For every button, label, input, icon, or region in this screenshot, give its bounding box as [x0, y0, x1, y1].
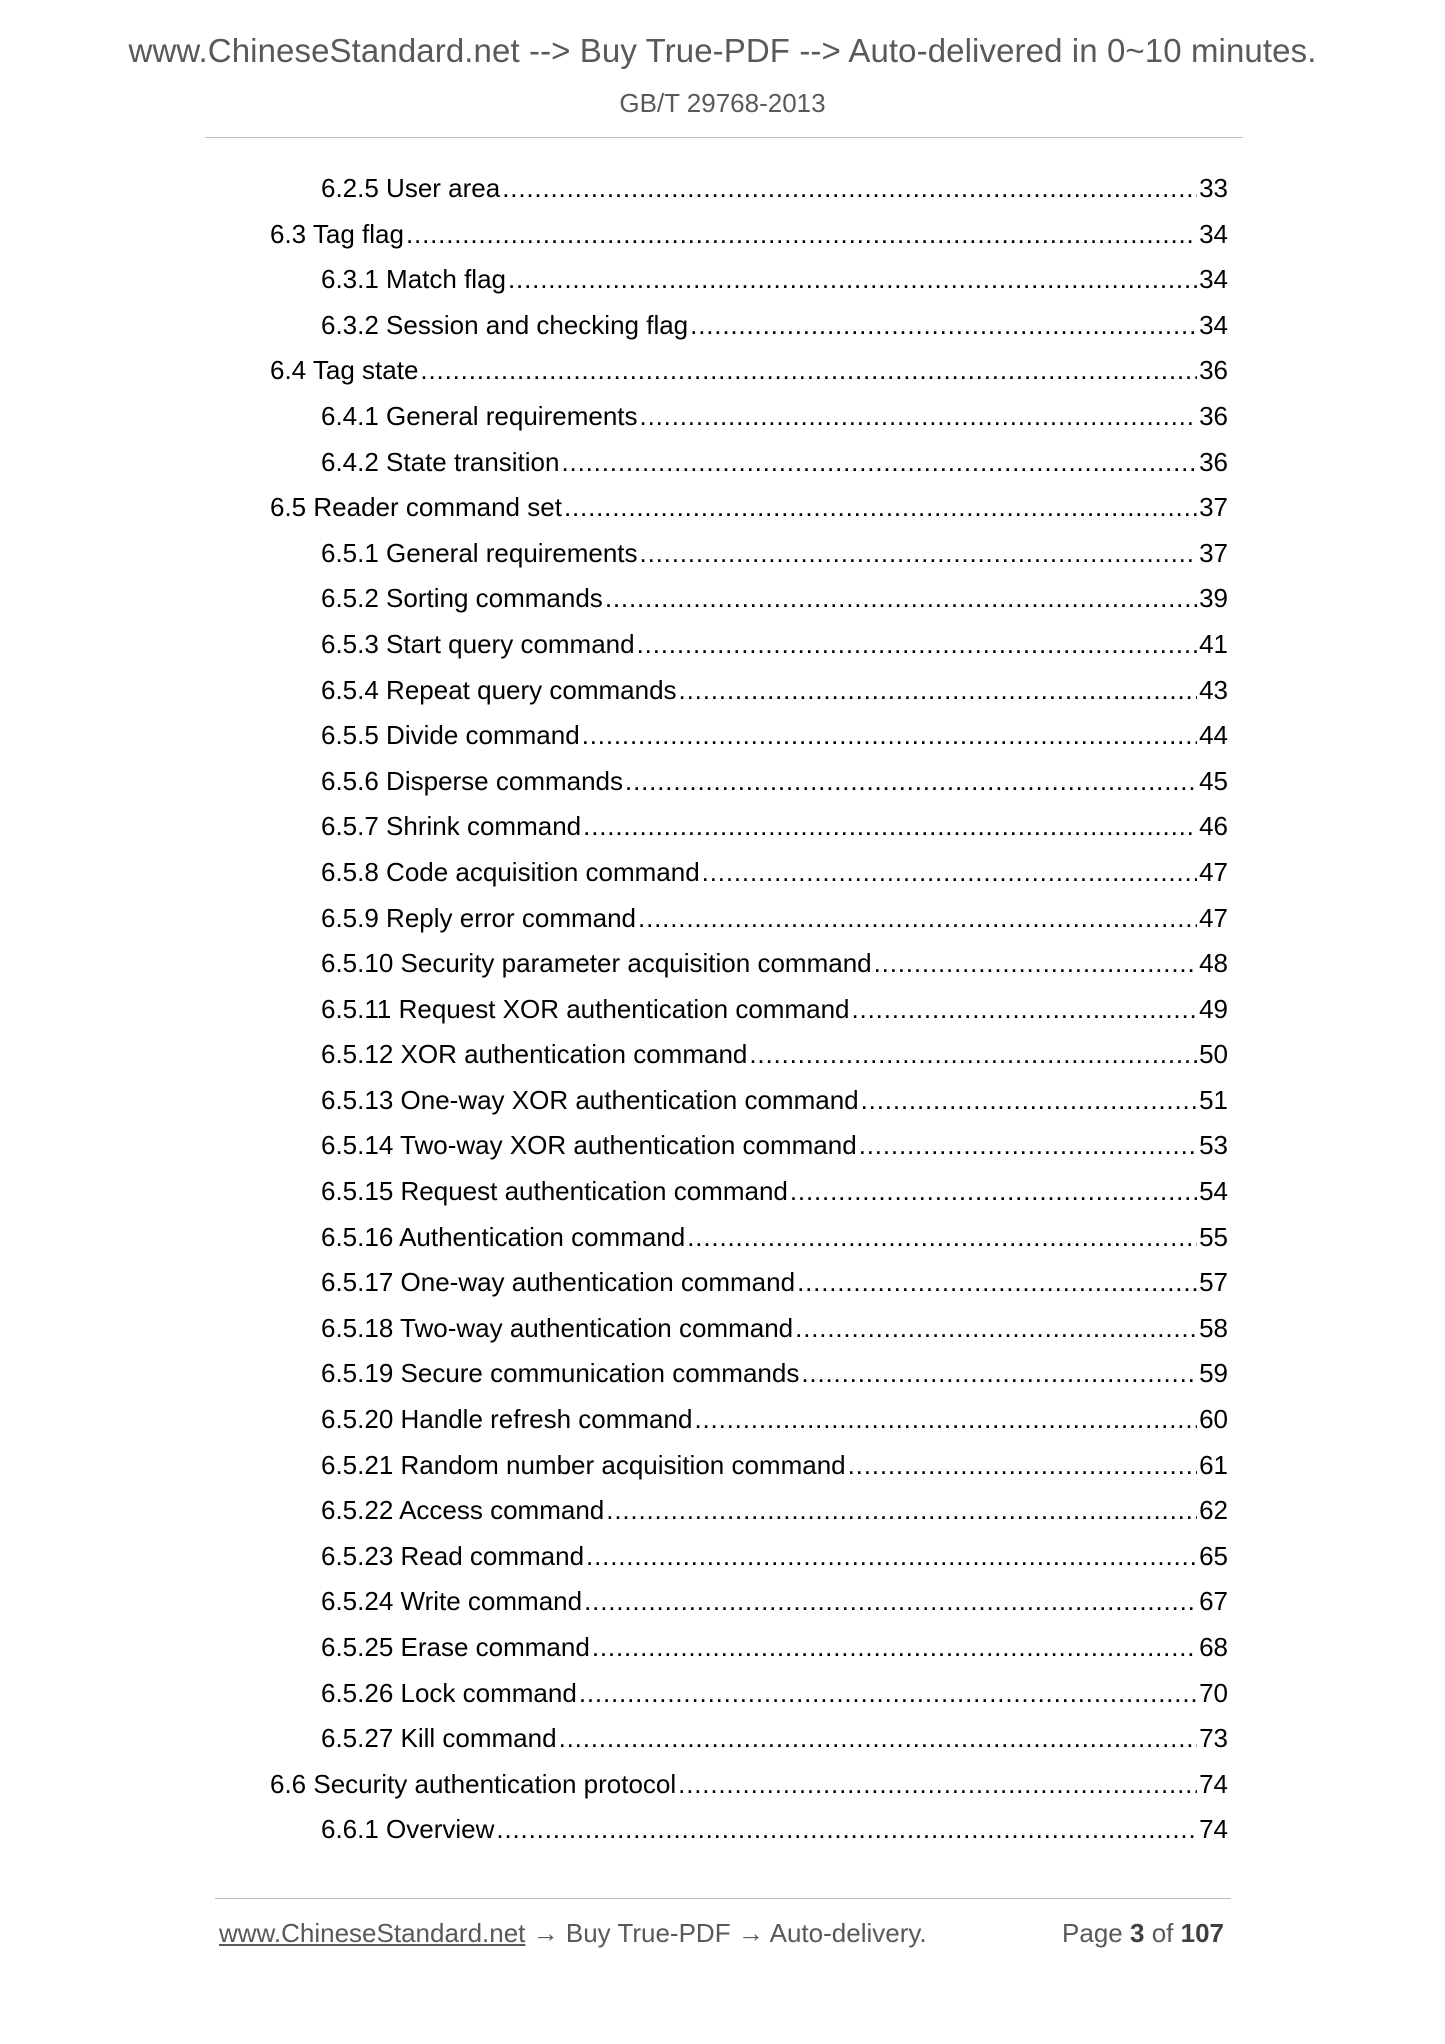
toc-entry[interactable] — [270, 1169, 1228, 1215]
toc-entry-page: 73 — [1199, 1723, 1228, 1754]
toc-entry[interactable] — [270, 896, 1228, 942]
toc-dot-leader — [496, 1807, 1197, 1853]
toc-entry-title: 6.3.2 Session and checking flag — [321, 309, 689, 340]
toc-entry-title: 6.5.3 Start query command — [321, 628, 635, 659]
toc-dot-leader — [606, 1488, 1197, 1534]
toc-entry-page: 47 — [1199, 902, 1228, 933]
toc-dot-leader — [874, 941, 1197, 987]
page-label: Page — [1062, 1918, 1123, 1948]
toc-entry-page: 50 — [1199, 1039, 1228, 1070]
header-divider — [205, 137, 1243, 138]
toc-entry[interactable] — [270, 394, 1228, 440]
toc-entry-page: 36 — [1199, 446, 1228, 477]
toc-entry-page: 65 — [1199, 1540, 1228, 1571]
toc-entry-title: 6.5.12 XOR authentication command — [321, 1039, 748, 1070]
toc-entry-title: 6.5.17 One-way authentication command — [321, 1267, 796, 1298]
toc-dot-leader — [690, 303, 1197, 349]
toc-entry-page: 49 — [1199, 993, 1228, 1024]
toc-entry-page: 53 — [1199, 1130, 1228, 1161]
toc-dot-leader — [861, 1078, 1197, 1124]
toc-entry[interactable] — [270, 1534, 1228, 1580]
toc-entry-title: 6.6.1 Overview — [321, 1814, 495, 1845]
toc-entry-page: 36 — [1199, 400, 1228, 431]
toc-entry[interactable] — [270, 713, 1228, 759]
toc-entry[interactable] — [270, 212, 1228, 258]
toc-entry-title: 6.5.24 Write command — [321, 1586, 583, 1617]
toc-dot-leader — [694, 1397, 1197, 1443]
toc-entry[interactable] — [270, 440, 1228, 486]
toc-entry[interactable] — [270, 1625, 1228, 1671]
toc-entry-title: 6.5.7 Shrink command — [321, 811, 582, 842]
toc-entry[interactable] — [270, 1032, 1228, 1078]
toc-entry[interactable] — [270, 1488, 1228, 1534]
toc-entry-title: 6.5.2 Sorting commands — [321, 583, 603, 614]
toc-entry-page: 54 — [1199, 1176, 1228, 1207]
toc-entry-page: 61 — [1199, 1449, 1228, 1480]
toc-entry[interactable] — [270, 1123, 1228, 1169]
toc-dot-leader — [702, 850, 1197, 896]
toc-entry-title: 6.5.18 Two-way authentication command — [321, 1312, 794, 1343]
toc-dot-leader — [592, 1625, 1197, 1671]
toc-entry-title: 6.3 Tag flag — [270, 218, 404, 249]
table-of-contents — [270, 166, 1228, 1853]
toc-dot-leader — [797, 1260, 1197, 1306]
toc-entry-page: 34 — [1199, 218, 1228, 249]
toc-entry-page: 45 — [1199, 765, 1228, 796]
footer-site-link[interactable]: www.ChineseStandard.net — [219, 1918, 526, 1948]
toc-entry[interactable] — [270, 1579, 1228, 1625]
toc-entry-title: 6.3.1 Match flag — [321, 264, 506, 295]
toc-entry[interactable] — [270, 941, 1228, 987]
toc-dot-leader — [584, 1579, 1197, 1625]
toc-entry-title: 6.5.10 Security parameter acquisition command — [321, 948, 872, 979]
toc-dot-leader — [582, 713, 1197, 759]
toc-dot-leader — [420, 348, 1197, 394]
toc-entry-title: 6.5.27 Kill command — [321, 1723, 557, 1754]
toc-entry-title: 6.5.19 Secure communication commands — [321, 1358, 800, 1389]
toc-entry[interactable] — [270, 348, 1228, 394]
toc-entry-title: 6.5 Reader command set — [270, 492, 562, 523]
footer-divider — [215, 1898, 1231, 1899]
footer-arrow-icon: → — [737, 1918, 764, 1948]
toc-entry-title: 6.2.5 User area — [321, 173, 501, 203]
toc-entry[interactable] — [270, 622, 1228, 668]
toc-entry-page: 34 — [1199, 309, 1228, 340]
toc-entry-title: 6.4.2 State transition — [321, 446, 560, 477]
toc-entry-page: 47 — [1199, 856, 1228, 887]
page-of: of — [1151, 1918, 1174, 1948]
toc-entry-title: 6.5.15 Request authentication command — [321, 1176, 788, 1207]
toc-entry[interactable] — [270, 1306, 1228, 1352]
toc-entry-page: 51 — [1199, 1084, 1228, 1115]
toc-dot-leader — [687, 1215, 1197, 1261]
page-footer — [219, 1918, 1229, 1954]
page-current: 3 — [1129, 1918, 1145, 1948]
toc-dot-leader — [848, 1443, 1197, 1489]
toc-entry-title: 6.6 Security authentication protocol — [270, 1768, 677, 1799]
toc-entry[interactable] — [270, 303, 1228, 349]
toc-entry[interactable] — [270, 485, 1228, 531]
toc-entry-page: 33 — [1199, 173, 1228, 203]
toc-dot-leader — [790, 1169, 1197, 1215]
toc-entry-page: 39 — [1199, 583, 1228, 614]
toc-entry[interactable] — [270, 576, 1228, 622]
toc-entry-title: 6.5.14 Two-way XOR authentication command — [321, 1130, 857, 1161]
toc-dot-leader — [801, 1351, 1197, 1397]
toc-entry[interactable] — [270, 1671, 1228, 1717]
toc-entry-page: 59 — [1199, 1358, 1228, 1389]
toc-dot-leader — [749, 1032, 1197, 1078]
toc-entry-title: 6.5.5 Divide command — [321, 720, 580, 751]
toc-dot-leader — [559, 1716, 1198, 1762]
toc-entry[interactable] — [270, 1807, 1228, 1853]
toc-entry-page: 68 — [1199, 1632, 1228, 1662]
toc-entry-title: 6.5.16 Authentication command — [321, 1221, 686, 1252]
toc-entry[interactable] — [270, 804, 1228, 850]
toc-entry-page: 37 — [1199, 492, 1228, 523]
toc-entry[interactable] — [270, 1443, 1228, 1489]
toc-dot-leader — [564, 485, 1197, 531]
toc-entry-page: 62 — [1199, 1495, 1228, 1526]
toc-entry-title: 6.4 Tag state — [270, 355, 419, 386]
toc-entry-page: 67 — [1199, 1586, 1228, 1617]
toc-dot-leader — [502, 166, 1197, 212]
toc-entry[interactable] — [270, 257, 1228, 303]
toc-dot-leader — [406, 212, 1197, 258]
toc-dot-leader — [638, 896, 1197, 942]
toc-entry-title: 6.4.1 General requirements — [321, 400, 638, 431]
toc-entry-title: 6.5.21 Random number acquisition command — [321, 1449, 846, 1480]
toc-entry-page: 74 — [1199, 1814, 1228, 1845]
toc-entry-title: 6.5.23 Read command — [321, 1540, 585, 1571]
toc-entry-page: 36 — [1199, 355, 1228, 386]
toc-entry[interactable] — [270, 531, 1228, 577]
toc-entry[interactable] — [270, 850, 1228, 896]
toc-entry-title: 6.5.20 Handle refresh command — [321, 1404, 693, 1435]
footer-arrow-icon: → — [532, 1918, 559, 1948]
toc-entry-title: 6.5.26 Lock command — [321, 1677, 577, 1708]
toc-entry-page: 37 — [1199, 537, 1228, 568]
toc-entry-title: 6.5.8 Code acquisition command — [321, 856, 700, 887]
toc-entry[interactable] — [270, 987, 1228, 1033]
standard-code: GB/T 29768-2013 — [619, 88, 826, 118]
toc-entry[interactable] — [270, 1078, 1228, 1124]
toc-entry-title: 6.5.1 General requirements — [321, 537, 638, 568]
toc-entry-page: 48 — [1199, 948, 1228, 979]
toc-dot-leader — [625, 759, 1197, 805]
toc-entry-page: 55 — [1199, 1221, 1228, 1252]
toc-entry[interactable] — [270, 1397, 1228, 1443]
toc-dot-leader — [795, 1306, 1197, 1352]
toc-dot-leader — [640, 531, 1198, 577]
toc-entry-page: 70 — [1199, 1677, 1228, 1708]
toc-entry-page: 74 — [1199, 1768, 1228, 1799]
toc-entry[interactable] — [270, 1351, 1228, 1397]
toc-entry-title: 6.5.22 Access command — [321, 1495, 605, 1526]
toc-entry[interactable] — [270, 1762, 1228, 1808]
page-total: 107 — [1180, 1918, 1224, 1948]
footer-links — [219, 1918, 927, 1949]
toc-entry-page: 34 — [1199, 264, 1228, 295]
toc-entry-page: 44 — [1199, 720, 1228, 751]
toc-entry[interactable] — [270, 1260, 1228, 1306]
toc-entry-page: 57 — [1199, 1267, 1228, 1298]
toc-dot-leader — [586, 1534, 1197, 1580]
toc-entry-page: 43 — [1199, 674, 1228, 705]
toc-entry-page: 41 — [1199, 628, 1228, 659]
toc-dot-leader — [508, 257, 1197, 303]
toc-dot-leader — [561, 440, 1197, 486]
toc-entry[interactable] — [270, 668, 1228, 714]
toc-entry-title: 6.5.9 Reply error command — [321, 902, 637, 933]
footer-delivery-text: Auto-delivery. — [769, 1918, 927, 1948]
toc-dot-leader — [637, 622, 1197, 668]
footer-buy-text: Buy True-PDF — [565, 1918, 731, 1948]
header-banner: www.ChineseStandard.net --> Buy True-PDF --> Auto-delivered in 0~10 minutes. — [128, 32, 1317, 69]
toc-dot-leader — [859, 1123, 1197, 1169]
toc-dot-leader — [605, 576, 1197, 622]
toc-dot-leader — [640, 394, 1198, 440]
toc-entry[interactable] — [270, 759, 1228, 805]
toc-entry-page: 58 — [1199, 1312, 1228, 1343]
toc-entry[interactable] — [270, 1716, 1228, 1762]
toc-dot-leader — [679, 668, 1198, 714]
toc-dot-leader — [852, 987, 1198, 1033]
toc-entry-page: 46 — [1199, 811, 1228, 842]
toc-entry-title: 6.5.6 Disperse commands — [321, 765, 624, 796]
toc-entry-title: 6.5.13 One-way XOR authentication command — [321, 1084, 859, 1115]
toc-dot-leader — [583, 804, 1197, 850]
toc-entry-title: 6.5.4 Repeat query commands — [321, 674, 677, 705]
toc-dot-leader — [579, 1671, 1197, 1717]
toc-entry-page: 60 — [1199, 1404, 1228, 1435]
page-number — [1062, 1918, 1224, 1949]
toc-entry-title: 6.5.11 Request XOR authentication command — [321, 993, 850, 1024]
toc-entry-title: 6.5.25 Erase command — [321, 1632, 590, 1662]
toc-entry[interactable] — [270, 166, 1228, 212]
toc-entry[interactable] — [270, 1215, 1228, 1261]
toc-dot-leader — [678, 1762, 1197, 1808]
